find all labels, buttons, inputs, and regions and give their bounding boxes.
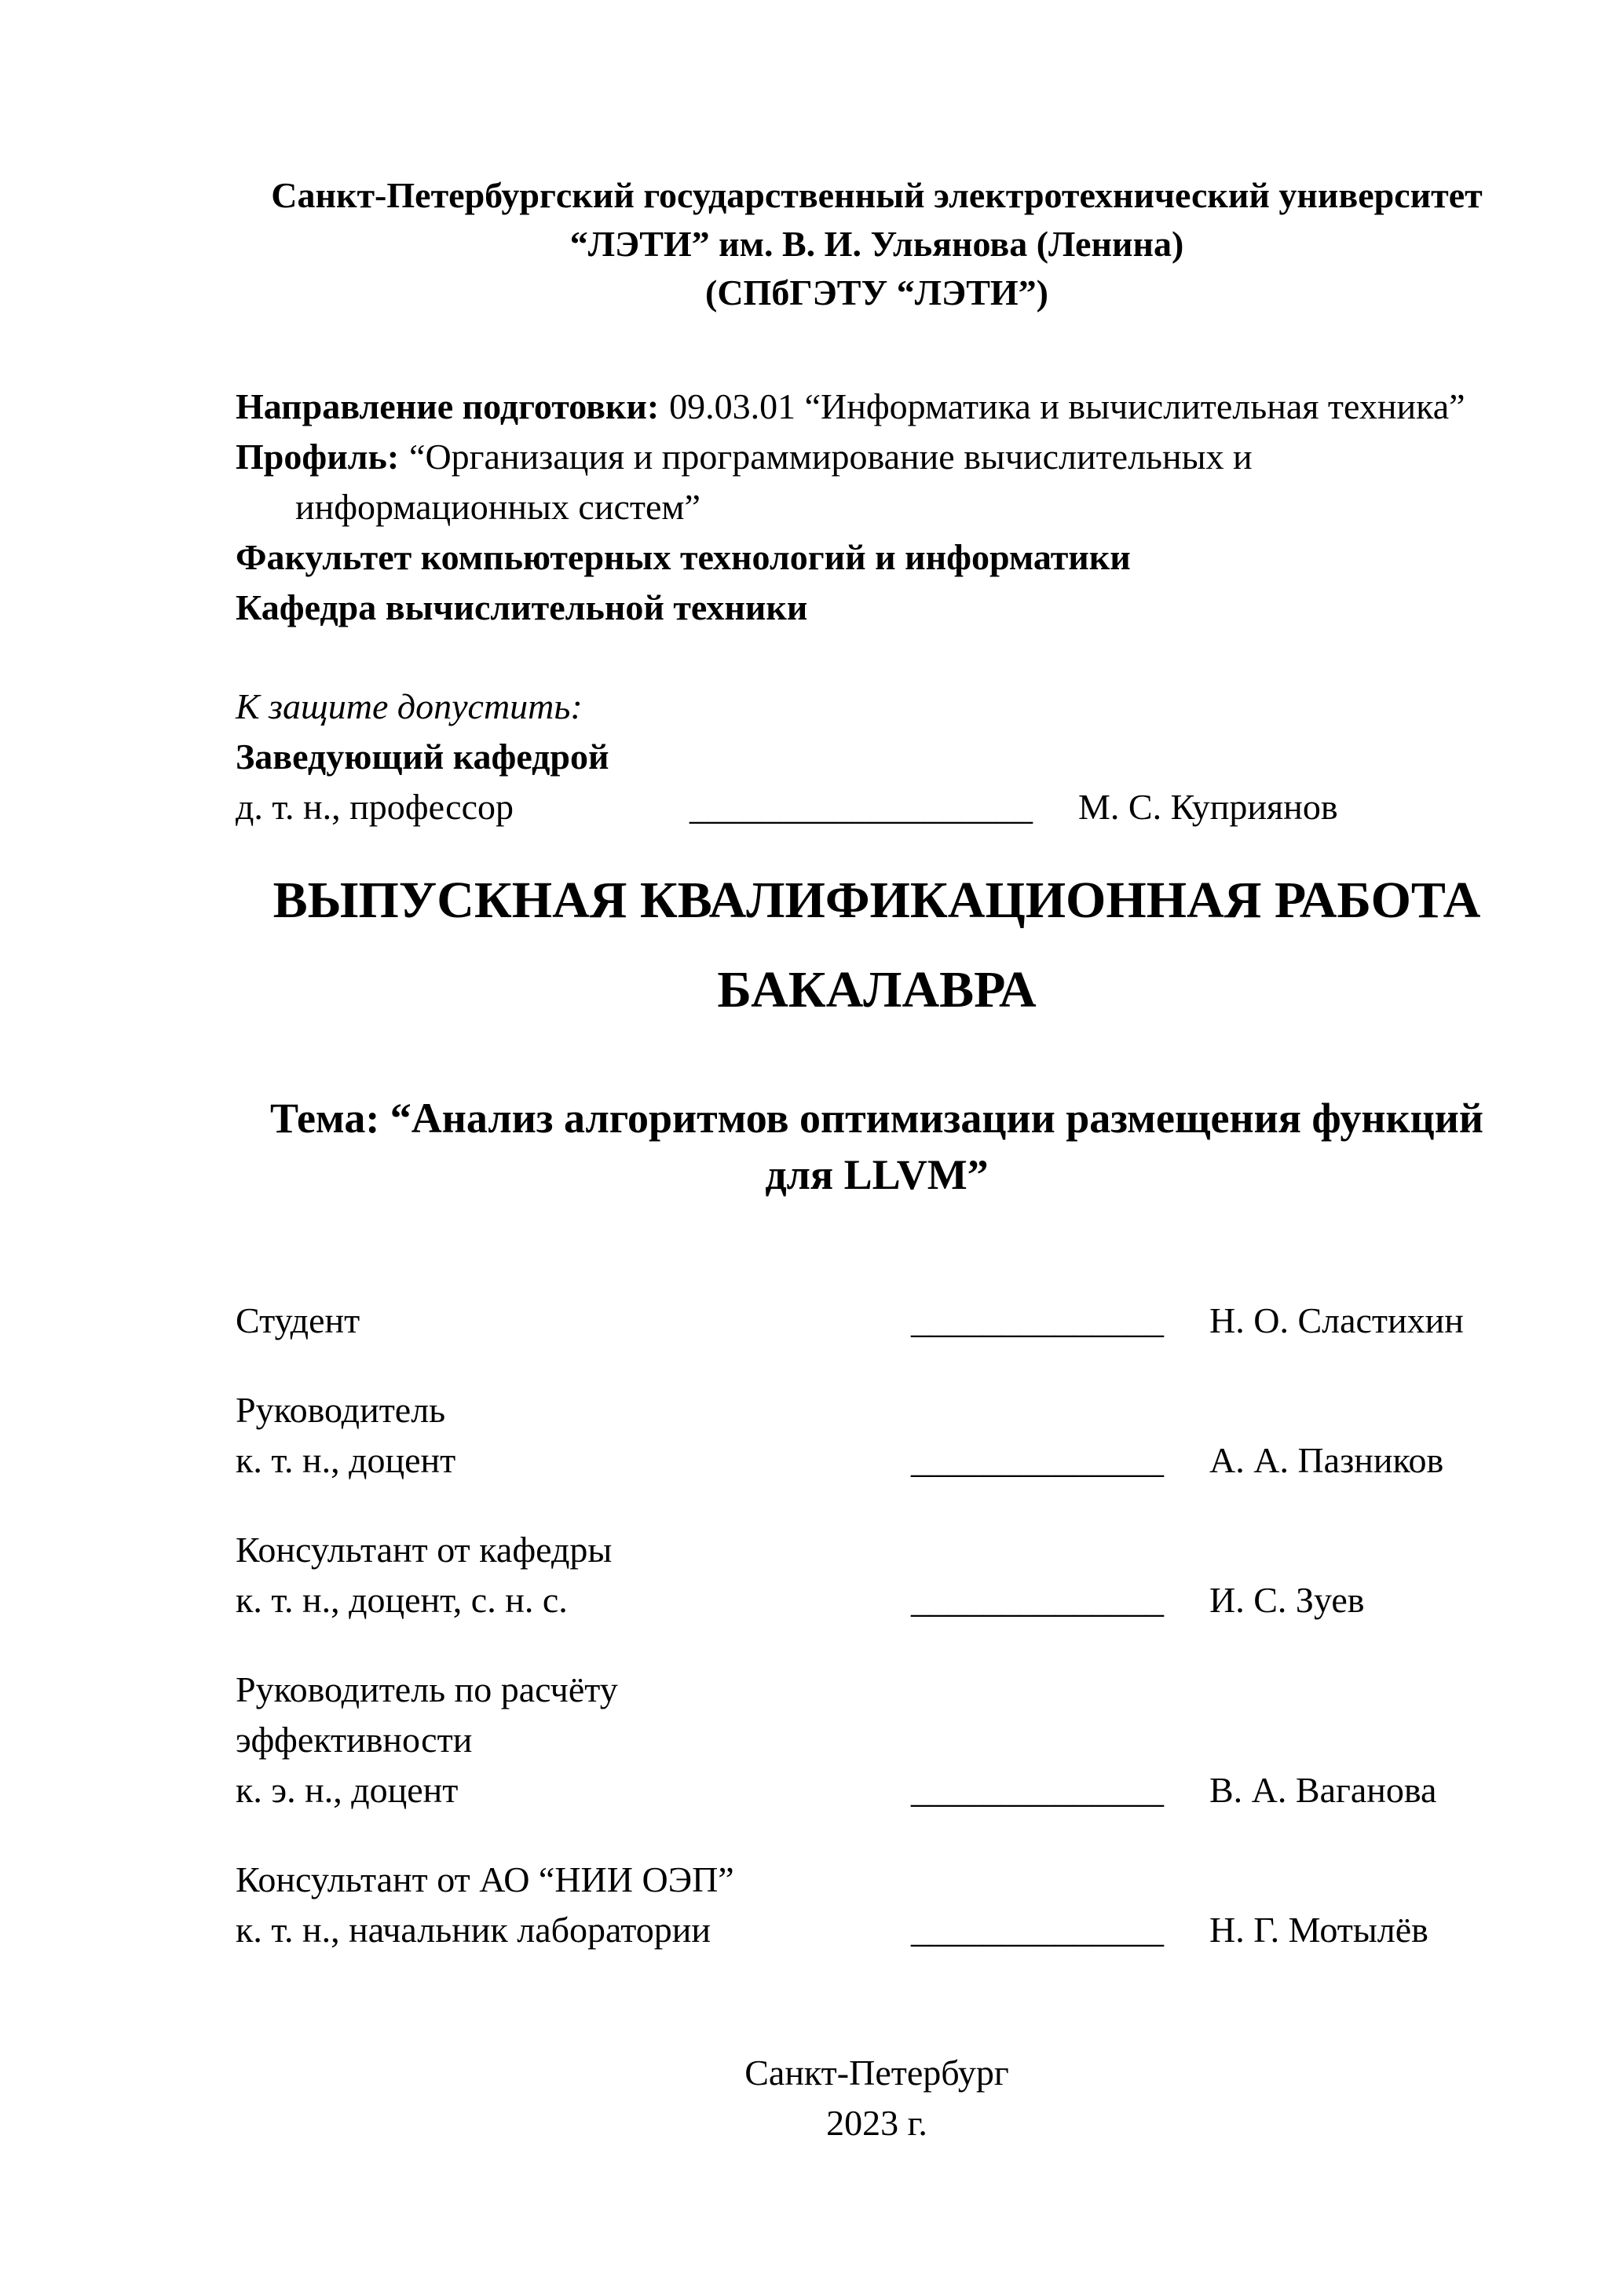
signature-block — [236, 1296, 1518, 1955]
external-consultant-degree: к. т. н., начальник лаборатории — [236, 1910, 711, 1950]
supervisor-signature-line: ______________ — [911, 1440, 1164, 1480]
university-header — [236, 171, 1518, 317]
work-title-line2: БАКАЛАВРА — [717, 961, 1037, 1018]
head-signature-row — [236, 782, 1518, 832]
head-signature-line: ___________________ — [689, 787, 1033, 827]
direction-line — [236, 382, 1518, 432]
profile-value: “Организация и программирование вычислительных и — [409, 437, 1253, 477]
university-name-line3: (СПбГЭТУ “ЛЭТИ”) — [705, 272, 1048, 313]
signature-entry-external-consultant — [236, 1855, 1518, 1955]
work-title — [236, 856, 1518, 1035]
admit-note: К защите допустить: — [236, 686, 583, 726]
department-line: Кафедра вычислительной техники — [236, 587, 808, 627]
supervisor-name: А. А. Пазников — [1209, 1440, 1444, 1480]
student-name: Н. О. Сластихин — [1209, 1300, 1464, 1340]
head-name: М. С. Куприянов — [1078, 787, 1338, 827]
head-degree: д. т. н., профессор — [236, 787, 514, 827]
university-name-line1: Санкт-Петербургский государственный электротехнический университет — [271, 175, 1483, 215]
supervisor-signature-row — [236, 1435, 1518, 1486]
student-signature-line: ______________ — [911, 1300, 1164, 1340]
external-consultant-role: Консультант от АО “НИИ ОЭП” — [236, 1859, 734, 1899]
efficiency-supervisor-degree: к. э. н., доцент — [236, 1770, 459, 1810]
approval-block — [236, 682, 1518, 832]
department-consultant-degree: к. т. н., доцент, с. н. с. — [236, 1580, 568, 1620]
work-title-line1: ВЫПУСКНАЯ КВАЛИФИКАЦИОННАЯ РАБОТА — [272, 872, 1481, 929]
footer-year: 2023 г. — [826, 2103, 927, 2143]
supervisor-role: Руководитель — [236, 1390, 446, 1430]
efficiency-supervisor-name: В. А. Ваганова — [1209, 1770, 1437, 1810]
signature-entry-student — [236, 1296, 1518, 1346]
student-signature-row — [236, 1296, 1518, 1346]
efficiency-supervisor-role-line1: Руководитель по расчёту — [236, 1669, 618, 1709]
signature-entry-department-consultant — [236, 1525, 1518, 1625]
head-of-department-title: Заведующий кафедрой — [236, 737, 609, 777]
supervisor-degree: к. т. н., доцент — [236, 1440, 456, 1480]
theme-line2: для LLVM” — [765, 1151, 989, 1198]
external-consultant-signature-line: ______________ — [911, 1910, 1164, 1950]
footer — [236, 2048, 1518, 2148]
signature-entry-efficiency-supervisor — [236, 1665, 1518, 1815]
theme-title — [236, 1090, 1518, 1203]
efficiency-supervisor-signature-line: ______________ — [911, 1770, 1164, 1810]
footer-city: Санкт-Петербург — [744, 2053, 1009, 2093]
external-consultant-signature-row — [236, 1905, 1518, 1955]
external-consultant-name: Н. Г. Мотылёв — [1209, 1910, 1428, 1950]
profile-value-continuation: информационных систем” — [295, 487, 700, 527]
department-consultant-signature-row — [236, 1575, 1518, 1625]
faculty-line: Факультет компьютерных технологий и информатики — [236, 537, 1131, 577]
direction-value: 09.03.01 “Информатика и вычислительная техника” — [669, 386, 1465, 426]
department-consultant-signature-line: ______________ — [911, 1580, 1164, 1620]
efficiency-supervisor-signature-row — [236, 1765, 1518, 1815]
program-block — [236, 382, 1518, 633]
efficiency-supervisor-role-line2: эффективности — [236, 1720, 473, 1760]
department-consultant-name: И. С. Зуев — [1209, 1580, 1365, 1620]
student-role: Студент — [236, 1300, 360, 1340]
direction-label: Направление подготовки: — [236, 386, 660, 426]
theme-line1: Тема: “Анализ алгоритмов оптимизации размещения функций — [269, 1095, 1483, 1142]
signature-entry-supervisor — [236, 1385, 1518, 1486]
department-consultant-role: Консультант от кафедры — [236, 1530, 613, 1570]
profile-line — [236, 432, 1518, 482]
university-name-line2: “ЛЭТИ” им. В. И. Ульянова (Ленина) — [569, 224, 1184, 264]
profile-label: Профиль: — [236, 437, 400, 477]
